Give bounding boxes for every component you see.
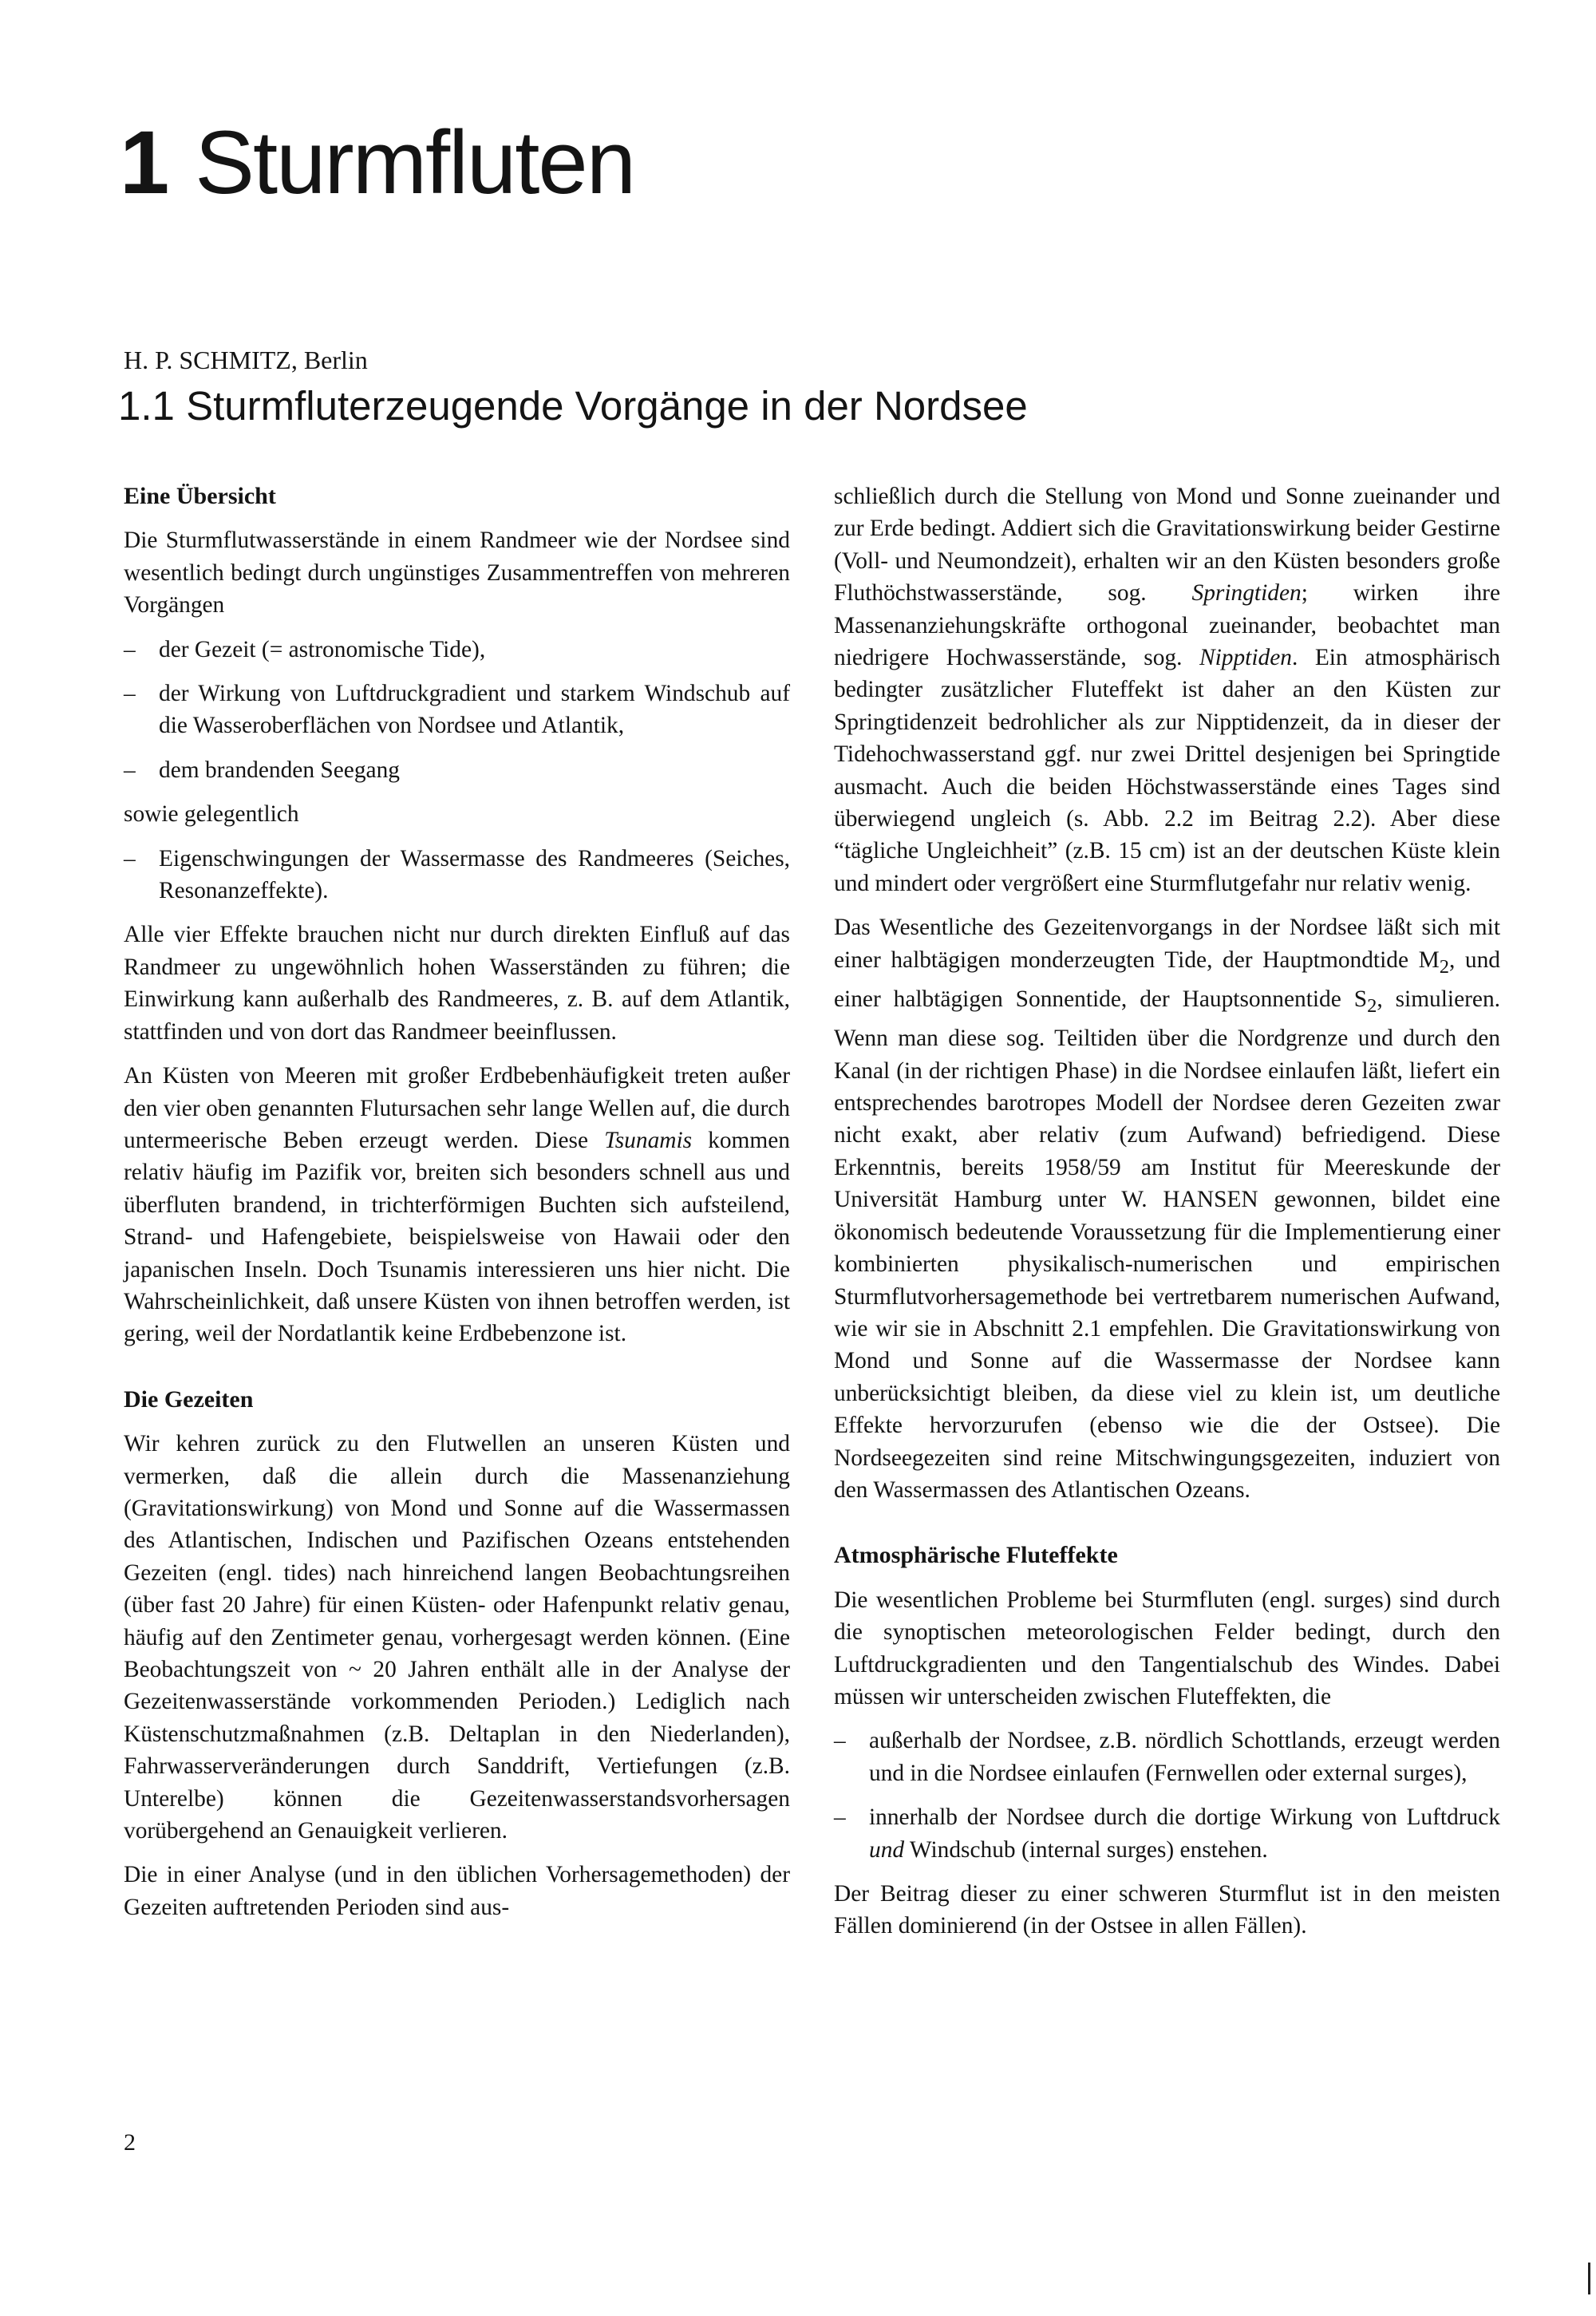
list-item: – außerhalb der Nordsee, z.B. nördlich Schottlands, erzeugt werden und in die Nordsee einlaufen (Fernwellen oder external surges), [834, 1725, 1500, 1789]
four-effects-paragraph: Alle vier Effekte brauchen nicht nur durch direkten Einfluß auf das Randmeer zu ungewöhnlich hohen Wasserständen zu führen; die Einwirkung kann außerhalb des Randmeeres, z. B. auf dem Atlantik, stattfinden und von dort das Randmeer beeinflussen. [124, 922, 790, 1045]
list-item: – Eigenschwingungen der Wassermasse des Randmeeres (Seiches, Resonanzeffekte). [124, 843, 790, 907]
heading-tides: Die Gezeiten [124, 1385, 254, 1413]
chapter-title [120, 113, 634, 212]
continuation-paragraph: schließlich durch die Stellung von Mond und Sonne zueinander und zur Erde bedingt. Addiert sich die Gravitationswirkung beider Gestirne (Voll- und Neumondzeit), erhalten wir an den Küsten besonders große Fluthöchstwasserstände, sog. Springtiden; wirken ihre Massenanziehungskräfte orthogonal zueinander, beobachtet man niedrigere Hochwasserstände, sog. Nipptiden. Ein atmosphärisch bedingter zusätzlicher Fluteffekt ist daher an den Küsten zur Springtidenzeit bedrohlicher als zur Nipptidenzeit, da in dieser der Tidehochwasserstand ggf. nur zwei Drittel desjenigen bei Springtide ausmacht. Auch die beiden Höchstwasserstände eines Tages sind überwiegend ungleich (s. Abb. 2.2 im Beitrag 2.2). Aber diese “tägliche Ungleichheit” (z.B. 15 cm) ist an der deutschen Küste klein und mindert oder vergrößert eine Sturmflutgefahr nur relativ wenig. [834, 484, 1500, 896]
list-item: – der Wirkung von Luftdruckgradient und starkem Windschub auf die Wasseroberflächen von Nordsee und Atlantik, [124, 678, 790, 742]
chapter-number: 1 [120, 113, 168, 212]
surge-type-list [834, 1725, 1500, 1866]
heading-atmospheric: Atmosphärische Fluteffekte [834, 1542, 1118, 1569]
author-line: H. P. SCHMITZ, Berlin [124, 346, 368, 374]
tsunami-paragraph: An Küsten von Meeren mit großer Erdbebenhäufigkeit treten außer den vier oben genannten Flutursachen sehr lange Wellen auf, die durch untermeerische Beben erzeugt werden. Diese Tsunamis kommen relativ häufig im Pazifik vor, breiten sich besonders schnell aus und überfluten brandend, in trichterförmigen Buchten sich aufsteilend, Strand- und Hafengebiete, beispielsweise von Hawaii oder den japanischen Inseln. Doch Tsunamis interessieren uns hier nicht. Die Wahrscheinlichkeit, daß unsere Küsten von ihnen betroffen werden, ist gering, weil der Nordatlantik keine Erdbebenzone ist. [124, 1063, 790, 1347]
left-column [124, 480, 790, 1935]
final-paragraph: Der Beitrag dieser zu einer schweren Sturmflut ist in den meisten Fällen dominierend (in der Ostsee in allen Fällen). [834, 1881, 1500, 1939]
problems-paragraph: Die wesentlichen Probleme bei Sturmfluten (engl. surges) sind durch die synoptischen meteorologischen Felder bedingt, durch den Luftdruckgradienten und den Tangentialschub des Windes. Dabei müssen wir unterscheiden zwischen Fluteffekten, die [834, 1587, 1500, 1709]
page-number: 2 [124, 2129, 136, 2156]
intro-paragraph: Die Sturmflutwasserstände in einem Randmeer wie der Nordsee sind wesentlich bedingt durch ungünstiges Zusammentreffen von mehreren Vorgängen [124, 528, 790, 619]
scan-edge-mark [1588, 2263, 1590, 2294]
list-item: – innerhalb der Nordsee durch die dortige Wirkung von Luftdruck und Windschub (internal surges) enstehen. [834, 1801, 1500, 1866]
m2-tide-paragraph: Das Wesentliche des Gezeitenvorgangs in der Nordsee läßt sich mit einer halbtägigen monderzeugten Tide, der Hauptmondtide $M_2$, und einer halbtägigen Sonnentide, der Hauptsonnentide $S_2$, simulieren. Wenn man diese sog. Teiltiden über die Nordgrenze und durch den Kanal (in der richtigen Phase) in die Nordsee einlaufen läßt, liefert ein entsprechendes barotropes Modell der Nordsee deren Gezeiten zwar nicht exakt, aber relativ (zum Aufwand) befriedigend. Diese Erkenntnis, bereits 1958/59 am Institut für Meereskunde der Universität Hamburg unter W. HANSEN gewonnen, bildet eine ökonomisch bedeutende Voraussetzung für die Implementierung einer kombinierten physikalisch-numerischen und empirischen Sturmflutvorhersagemethode bei vertretbarem numerischen Aufwand, wie wir sie in Abschnitt 2.1 empfehlen. Die Gravitationswirkung von Mond und Sonne auf die Wassermasse der Nordsee kann unberücksichtigt bleiben, da diese viel zu klein ist, um deutliche Effekte hervorzurufen (ebenso wie die der Ostsee). Die Nordseegezeiten sind reine Mitschwingungsgezeiten, induziert von den Wassermassen des Atlantischen Ozeans. [834, 915, 1501, 1503]
occasionally-line: sowie gelegentlich [124, 801, 299, 828]
occasional-cause-list [124, 843, 790, 907]
section-title: 1.1 Sturmfluterzeugende Vorgänge in der Nordsee [118, 383, 1028, 429]
heading-overview: Eine Übersicht [124, 483, 276, 509]
chapter-title-text: Sturmfluten [195, 113, 634, 212]
tides-paragraph: Wir kehren zurück zu den Flutwellen an unseren Küsten und vermerken, daß die allein durch die Massenanziehung (Gravitationswirkung) von Mond und Sonne auf die Wassermassen des Atlantischen, Indischen und Pazifischen Ozeans entstehenden Gezeiten (engl. tides) nach hinreichend langen Beobachtungsreihen (über fast 20 Jahre) für einen Küsten- oder Hafenpunkt relativ genau, häufig auf den Zentimeter genau, vorhergesagt werden können. (Eine Beobachtungszeit von ~ 20 Jahren enthält alle in der Analyse der Gezeitenwasserstände vorkommenden Perioden.) Lediglich nach Küstenschutzmaßnahmen (z.B. Deltaplan in den Niederlanden), Fahrwasserveränderungen durch Sanddrift, Vertiefungen (z.B. Unterelbe) können die Gezeitenwasserstandsvorhersagen vorübergehend an Genauigkeit verlieren. [124, 1431, 790, 1844]
list-item: – der Gezeit (= astronomische Tide), [124, 634, 790, 666]
list-item: – dem brandenden Seegang [124, 754, 790, 786]
cause-list [124, 634, 790, 787]
right-column [834, 480, 1500, 1954]
periods-paragraph: Die in einer Analyse (und in den üblichen Vorhersagemethoden) der Gezeiten auftretenden Perioden sind aus- [124, 1862, 790, 1920]
